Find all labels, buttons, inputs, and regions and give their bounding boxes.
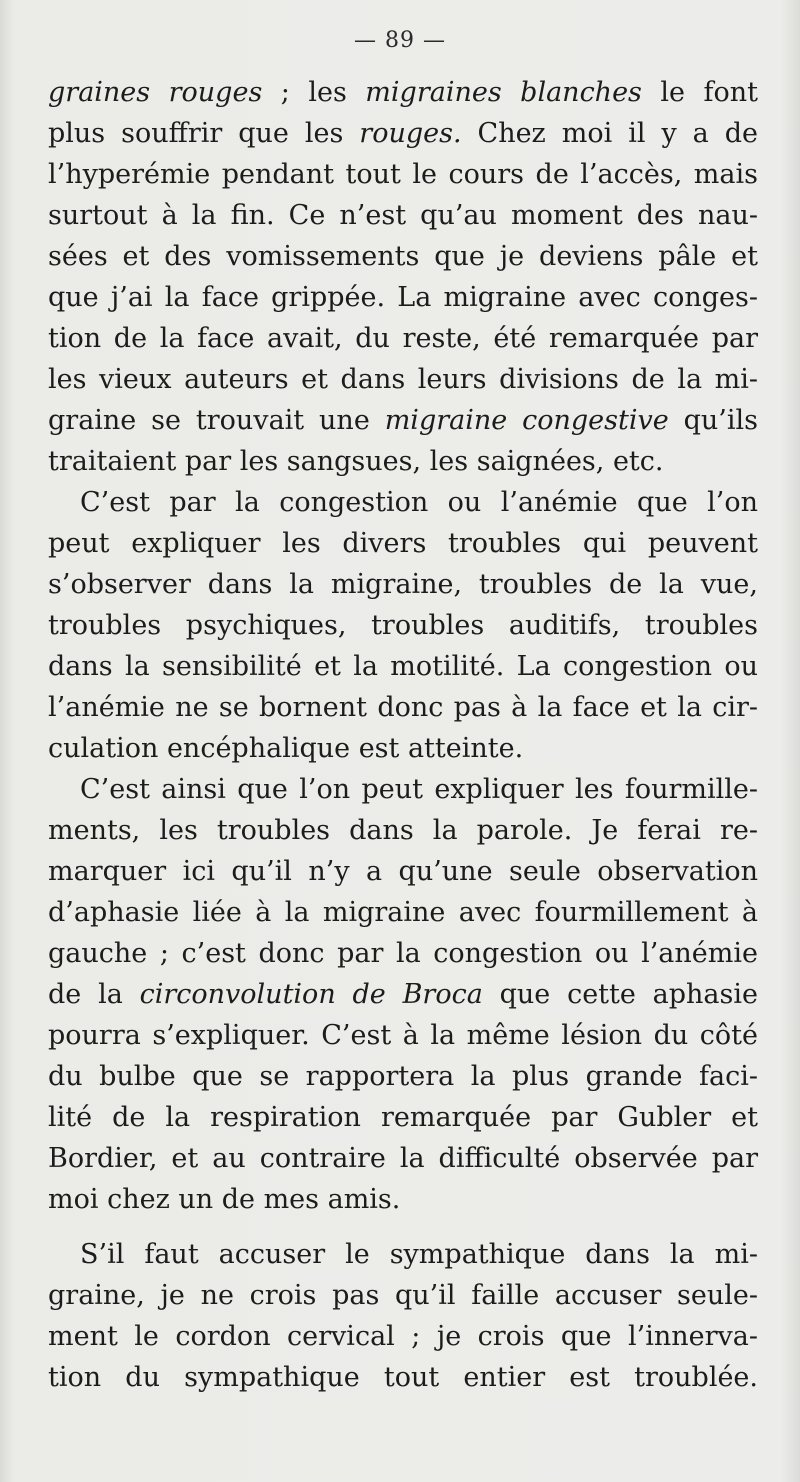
text-segment: l’anémie ne se bornent donc pas à la face et la cir- (48, 692, 758, 723)
text-line (48, 72, 758, 113)
text-line (48, 892, 758, 933)
text-segment: C’est ainsi que l’on peut expliquer les fourmille- (80, 774, 758, 805)
text-line (48, 728, 758, 769)
text-segment: pourra s’expliquer. C’est à la même lésion du côté (48, 1020, 758, 1051)
text-segment: culation encéphalique est atteinte. (48, 733, 524, 764)
text-segment: ment le cordon cervical ; je crois que l’innerva- (48, 1321, 758, 1352)
text-segment: graine se trouvait une (48, 405, 385, 436)
text-line (48, 318, 758, 359)
text-line (48, 1179, 758, 1220)
text-line (48, 810, 758, 851)
text-segment: Bordier, et au contraire la difficulté observée par (48, 1143, 758, 1174)
text-segment: tion du sympathique tout entier est troublée. (48, 1362, 758, 1393)
text-segment: troubles psychiques, troubles auditifs, troubles (48, 610, 758, 641)
text-segment: graine, je ne crois pas qu’il faille accuser seule- (48, 1280, 758, 1311)
text-segment: plus souffrir que les (48, 118, 360, 149)
text-line (48, 646, 758, 687)
text-line (48, 1275, 758, 1316)
text-segment: du bulbe que se rapportera la plus grande faci- (48, 1061, 758, 1092)
text-line (48, 1357, 758, 1398)
text-line (48, 1234, 758, 1275)
text-segment: le font (641, 77, 758, 108)
text-segment: C’est par la congestion ou l’anémie que l’on (80, 487, 758, 518)
text-line (48, 687, 758, 728)
text-line (48, 1015, 758, 1056)
text-line (48, 195, 758, 236)
text-segment: surtout à la fin. Ce n’est qu’au moment des nau- (48, 200, 758, 231)
text-line (48, 933, 758, 974)
text-line (48, 1316, 758, 1357)
text-line (48, 113, 758, 154)
text-segment: ments, les troubles dans la parole. Je ferai re- (48, 815, 758, 846)
italic-text: circonvolution de Broca (139, 979, 483, 1010)
text-segment: l’hyperémie pendant tout le cours de l’accès, mais (48, 159, 758, 190)
text-segment: qu’ils (668, 405, 759, 436)
italic-text: graines rouges (48, 77, 263, 108)
text-segment: tion de la face avait, du reste, été remarquée par (48, 323, 758, 354)
text-segment: sées et des vomissements que je deviens pâle et (48, 241, 758, 272)
text-line (48, 154, 758, 195)
text-segment: dans la sensibilité et la motilité. La congestion ou (48, 651, 758, 682)
text-segment: Chez moi il y a de (461, 118, 759, 149)
text-segment: gauche ; c’est donc par la congestion ou l’anémie (48, 938, 758, 969)
text-line (48, 605, 758, 646)
text-line (48, 974, 758, 1015)
text-segment: les vieux auteurs et dans leurs divisions de la mi- (48, 364, 758, 395)
text-line (48, 564, 758, 605)
text-segment: marquer ici qu’il n’y a qu’une seule observation (48, 856, 758, 887)
text-line (48, 1056, 758, 1097)
text-segment: ; les (262, 77, 366, 108)
body-text (48, 72, 758, 1398)
text-line (48, 277, 758, 318)
italic-text: migraines blanches (365, 77, 642, 108)
text-segment: lité de la respiration remarquée par Gubler et (48, 1102, 758, 1133)
text-line (48, 851, 758, 892)
text-segment: d’aphasie liée à la migraine avec fourmillement à (48, 897, 758, 928)
italic-text: rouges. (359, 118, 462, 149)
text-segment: peut expliquer les divers troubles qui peuvent (48, 528, 758, 559)
text-line (48, 769, 758, 810)
text-segment: S’il faut accuser le sympathique dans la mi- (80, 1239, 758, 1270)
paragraph-gap (48, 1220, 758, 1234)
italic-text: migraine congestive (384, 405, 669, 436)
text-line (48, 482, 758, 523)
text-line (48, 1097, 758, 1138)
text-line (48, 359, 758, 400)
page-number: — 89 — (354, 28, 446, 53)
text-line (48, 236, 758, 277)
text-line (48, 441, 758, 482)
text-line (48, 400, 758, 441)
text-segment: traitaient par les sangsues, les saignées, etc. (48, 446, 664, 477)
text-segment: moi chez un de mes amis. (48, 1184, 401, 1215)
text-segment: de la (48, 979, 140, 1010)
text-segment: que cette aphasie (482, 979, 758, 1010)
text-line (48, 1138, 758, 1179)
text-line (48, 523, 758, 564)
text-segment: s’observer dans la migraine, troubles de la vue, (48, 569, 758, 600)
text-segment: que j’ai la face grippée. La migraine avec conges- (48, 282, 758, 313)
